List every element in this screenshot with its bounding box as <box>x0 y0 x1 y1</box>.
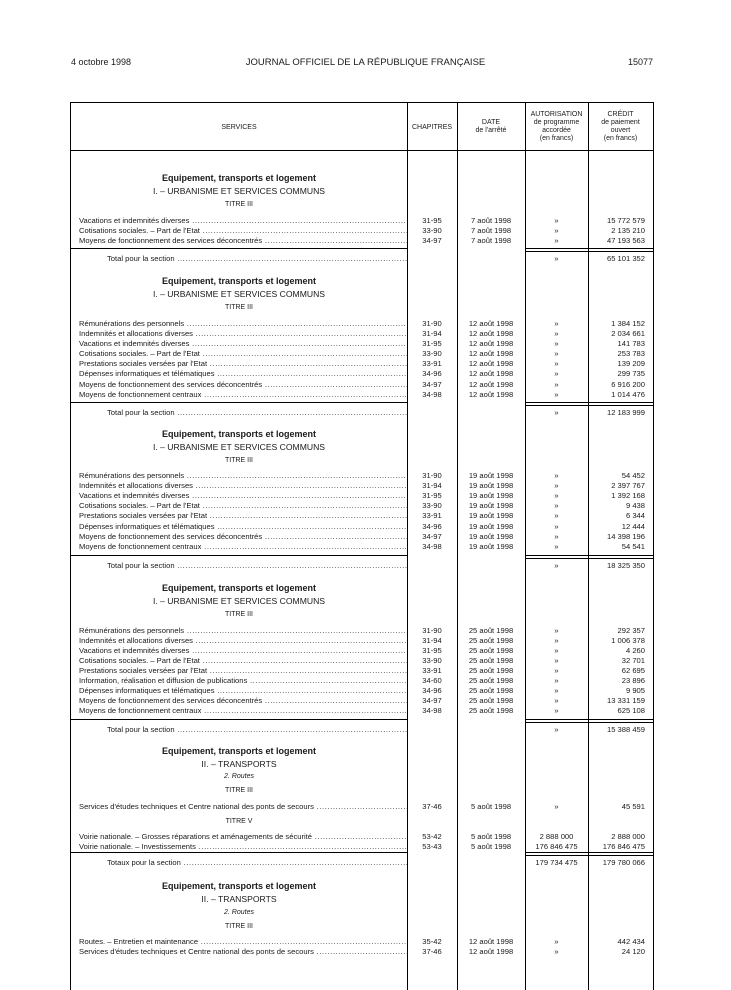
row-label: Prestations sociales versées par l'Etat ..... <box>79 666 407 676</box>
table-row <box>71 390 653 400</box>
total-label: Totaux pour la section ..... <box>107 858 407 868</box>
row-label: Indemnités et allocations diverses ..... <box>79 329 407 339</box>
col-header-credit-line: (en francs) <box>603 135 638 142</box>
total-credit: 15 388 459 <box>606 725 645 734</box>
row-credit: 54 541 <box>621 542 645 551</box>
row-label: Moyens de fonctionnement centraux ..... <box>79 390 407 400</box>
section-titre: TITRE III <box>225 923 253 930</box>
total-double-rule <box>525 719 653 723</box>
total-autorisation: » <box>554 561 559 570</box>
total-autorisation: » <box>554 408 559 417</box>
table-row <box>71 542 653 552</box>
section-titre: TITRE III <box>225 457 253 464</box>
row-credit: 23 896 <box>621 676 645 685</box>
table-row <box>71 686 653 696</box>
row-label: Services d'études techniques et Centre national des ponts de secours ..... <box>79 947 407 957</box>
row-credit: 24 120 <box>621 947 645 956</box>
col-header-chapitres: CHAPITRES <box>411 124 453 131</box>
row-credit: 253 783 <box>617 349 645 358</box>
page-number: 15077 <box>628 57 654 67</box>
row-label: Indemnités et allocations diverses ..... <box>79 481 407 491</box>
section-titre: TITRE III <box>225 304 253 311</box>
table-row <box>71 491 653 501</box>
row-date: 19 août 1998 <box>468 501 514 510</box>
header-rule <box>71 150 653 151</box>
row-chapitre: 33-91 <box>422 359 442 368</box>
row-label: Dépenses informatiques et télématiques ..... <box>79 522 407 532</box>
row-chapitre: 34-97 <box>422 532 442 541</box>
total-autorisation: 179 734 475 <box>535 858 578 867</box>
row-credit: 292 357 <box>617 626 645 635</box>
row-autorisation: » <box>554 359 559 368</box>
table-row <box>71 666 653 676</box>
row-autorisation: » <box>554 390 559 399</box>
col-header-credit-line: CRÉDIT <box>607 111 634 118</box>
row-date: 12 août 1998 <box>468 359 514 368</box>
row-date: 12 août 1998 <box>468 937 514 946</box>
row-credit: 1 392 168 <box>611 491 645 500</box>
row-label: Services d'études techniques et Centre national des ponts de secours ..... <box>79 802 407 812</box>
total-autorisation: » <box>554 254 559 263</box>
total-rule <box>71 719 407 720</box>
total-credit: 179 780 066 <box>602 858 645 867</box>
row-credit: 32 701 <box>621 656 645 665</box>
row-chapitre: 31-95 <box>422 339 442 348</box>
row-label: Moyens de fonctionnement des services déconcentrés ..... <box>79 696 407 706</box>
col-header-autorisation-line: (en francs) <box>539 135 574 142</box>
table-row <box>71 676 653 686</box>
row-credit: 9 905 <box>625 686 645 695</box>
row-autorisation: » <box>554 319 559 328</box>
table-row <box>71 359 653 369</box>
section-title: Equipement, transports et logement <box>161 173 317 183</box>
credits-table <box>70 102 654 990</box>
total-label: Total pour la section ..... <box>107 725 407 735</box>
row-autorisation: » <box>554 947 559 956</box>
total-credit: 18 325 350 <box>606 561 645 570</box>
table-row <box>71 329 653 339</box>
row-autorisation: » <box>554 236 559 245</box>
row-date: 25 août 1998 <box>468 666 514 675</box>
row-date: 12 août 1998 <box>468 390 514 399</box>
section-subtitle: I. – URBANISME ET SERVICES COMMUNS <box>152 442 326 452</box>
row-credit: 2 888 000 <box>611 832 645 841</box>
row-credit: 12 444 <box>621 522 645 531</box>
table-row <box>71 696 653 706</box>
table-row <box>71 947 653 957</box>
row-autorisation: » <box>554 636 559 645</box>
row-credit: 176 846 475 <box>602 842 645 851</box>
row-autorisation: » <box>554 666 559 675</box>
row-autorisation: » <box>554 696 559 705</box>
table-row <box>71 481 653 491</box>
total-double-rule <box>525 402 653 406</box>
row-autorisation: » <box>554 226 559 235</box>
row-autorisation: » <box>554 542 559 551</box>
row-autorisation: » <box>554 532 559 541</box>
row-credit: 62 695 <box>621 666 645 675</box>
row-chapitre: 53-43 <box>422 842 442 851</box>
section-titre: TITRE III <box>225 201 253 208</box>
row-autorisation: 176 846 475 <box>535 842 578 851</box>
total-rule <box>71 402 407 403</box>
row-credit: 4 260 <box>625 646 645 655</box>
table-row <box>71 471 653 481</box>
total-double-rule <box>525 852 653 856</box>
row-autorisation: » <box>554 380 559 389</box>
row-date: 12 août 1998 <box>468 319 514 328</box>
row-date: 5 août 1998 <box>470 802 512 811</box>
table-row <box>71 501 653 511</box>
row-chapitre: 31-94 <box>422 636 442 645</box>
row-date: 19 août 1998 <box>468 542 514 551</box>
row-chapitre: 33-90 <box>422 349 442 358</box>
row-label: Vacations et indemnités diverses ..... <box>79 339 407 349</box>
section-subtitle: II. – TRANSPORTS <box>201 759 277 769</box>
row-date: 19 août 1998 <box>468 532 514 541</box>
row-autorisation: » <box>554 481 559 490</box>
table-row <box>71 802 653 812</box>
section-chapter-heading: 2. Routes <box>224 909 254 916</box>
row-chapitre: 34-98 <box>422 706 442 715</box>
row-credit: 54 452 <box>621 471 645 480</box>
row-label: Routes. – Entretien et maintenance ..... <box>79 937 407 947</box>
row-credit: 47 193 563 <box>606 236 645 245</box>
row-chapitre: 31-95 <box>422 491 442 500</box>
row-autorisation: » <box>554 626 559 635</box>
row-credit: 442 434 <box>617 937 645 946</box>
section-subtitle: II. – TRANSPORTS <box>201 894 277 904</box>
row-autorisation: 2 888 000 <box>539 832 574 841</box>
section-titre: TITRE III <box>225 611 253 618</box>
row-autorisation: » <box>554 522 559 531</box>
row-autorisation: » <box>554 802 559 811</box>
total-row <box>71 254 653 264</box>
table-row <box>71 380 653 390</box>
col-header-autorisation-line: AUTORISATION <box>530 111 583 118</box>
row-date: 19 août 1998 <box>468 491 514 500</box>
row-date: 5 août 1998 <box>470 832 512 841</box>
total-label: Total pour la section ..... <box>107 408 407 418</box>
row-label: Vacations et indemnités diverses ..... <box>79 491 407 501</box>
table-row <box>71 369 653 379</box>
row-date: 25 août 1998 <box>468 656 514 665</box>
row-chapitre: 33-90 <box>422 226 442 235</box>
row-date: 19 août 1998 <box>468 471 514 480</box>
total-double-rule <box>525 248 653 252</box>
table-row <box>71 646 653 656</box>
row-autorisation: » <box>554 686 559 695</box>
row-credit: 2 397 767 <box>611 481 645 490</box>
row-chapitre: 34-96 <box>422 522 442 531</box>
row-autorisation: » <box>554 471 559 480</box>
table-row <box>71 216 653 226</box>
row-chapitre: 31-90 <box>422 319 442 328</box>
row-chapitre: 31-90 <box>422 626 442 635</box>
row-date: 12 août 1998 <box>468 329 514 338</box>
row-label: Prestations sociales versées par l'Etat ..... <box>79 511 407 521</box>
row-chapitre: 53-42 <box>422 832 442 841</box>
row-date: 25 août 1998 <box>468 686 514 695</box>
row-chapitre: 33-90 <box>422 656 442 665</box>
total-row <box>71 408 653 418</box>
col-header-credit-line: de paiement <box>601 119 640 126</box>
total-credit: 65 101 352 <box>606 254 645 263</box>
row-label: Prestations sociales versées par l'Etat ..... <box>79 359 407 369</box>
section-chapter-heading: 2. Routes <box>224 773 254 780</box>
row-date: 12 août 1998 <box>468 947 514 956</box>
row-credit: 1 014 476 <box>611 390 645 399</box>
total-rule <box>71 555 407 556</box>
row-autorisation: » <box>554 646 559 655</box>
table-row <box>71 511 653 521</box>
row-chapitre: 34-60 <box>422 676 442 685</box>
row-autorisation: » <box>554 656 559 665</box>
col-header-autorisation <box>525 111 588 143</box>
row-autorisation: » <box>554 706 559 715</box>
total-label: Total pour la section ..... <box>107 254 407 264</box>
total-double-rule <box>525 555 653 559</box>
section-subtitle: I. – URBANISME ET SERVICES COMMUNS <box>152 186 326 196</box>
row-date: 7 août 1998 <box>470 216 512 225</box>
row-credit: 15 772 579 <box>606 216 645 225</box>
row-label: Indemnités et allocations diverses ..... <box>79 636 407 646</box>
total-credit: 12 183 999 <box>606 408 645 417</box>
row-date: 25 août 1998 <box>468 636 514 645</box>
total-rule <box>71 248 407 249</box>
row-label: Voirie nationale. – Investissements ..... <box>79 842 407 852</box>
total-row <box>71 858 653 868</box>
row-label: Vacations et indemnités diverses ..... <box>79 646 407 656</box>
section-title: Equipement, transports et logement <box>161 583 317 593</box>
page-date: 4 octobre 1998 <box>71 57 132 67</box>
row-label: Cotisations sociales. – Part de l'Etat ..... <box>79 656 407 666</box>
row-date: 25 août 1998 <box>468 706 514 715</box>
row-autorisation: » <box>554 329 559 338</box>
row-label: Cotisations sociales. – Part de l'Etat ..... <box>79 226 407 236</box>
table-row <box>71 706 653 716</box>
row-credit: 299 735 <box>617 369 645 378</box>
row-chapitre: 34-96 <box>422 369 442 378</box>
section-title: Equipement, transports et logement <box>161 276 317 286</box>
row-autorisation: » <box>554 937 559 946</box>
row-chapitre: 34-96 <box>422 686 442 695</box>
table-row <box>71 636 653 646</box>
row-date: 5 août 1998 <box>470 842 512 851</box>
row-chapitre: 34-98 <box>422 390 442 399</box>
col-header-credit <box>588 111 653 143</box>
row-date: 25 août 1998 <box>468 626 514 635</box>
row-chapitre: 31-95 <box>422 646 442 655</box>
table-row <box>71 937 653 947</box>
row-date: 12 août 1998 <box>468 369 514 378</box>
table-row <box>71 842 653 852</box>
row-label: Cotisations sociales. – Part de l'Etat ..... <box>79 349 407 359</box>
col-header-autorisation-line: accordée <box>542 127 571 134</box>
row-credit: 625 108 <box>617 706 645 715</box>
section-title: Equipement, transports et logement <box>161 881 317 891</box>
col-header-credit-line: ouvert <box>610 127 631 134</box>
total-rule <box>71 852 407 853</box>
row-label: Voirie nationale. – Grosses réparations et aménagements de sécurité ..... <box>79 832 407 842</box>
row-autorisation: » <box>554 339 559 348</box>
row-credit: 9 438 <box>625 501 645 510</box>
table-row <box>71 226 653 236</box>
row-label: Vacations et indemnités diverses ..... <box>79 216 407 226</box>
table-row <box>71 626 653 636</box>
row-chapitre: 34-97 <box>422 236 442 245</box>
row-autorisation: » <box>554 216 559 225</box>
section-titre: TITRE V <box>225 818 253 825</box>
col-header-autorisation-line: de programme <box>533 119 580 126</box>
row-label: Moyens de fonctionnement des services déconcentrés ..... <box>79 236 407 246</box>
row-label: Dépenses informatiques et télématiques ..... <box>79 686 407 696</box>
table-row <box>71 656 653 666</box>
row-date: 25 août 1998 <box>468 676 514 685</box>
row-chapitre: 33-91 <box>422 511 442 520</box>
total-row <box>71 725 653 735</box>
row-label: Moyens de fonctionnement centraux ..... <box>79 706 407 716</box>
row-date: 12 août 1998 <box>468 349 514 358</box>
row-chapitre: 33-90 <box>422 501 442 510</box>
row-date: 25 août 1998 <box>468 646 514 655</box>
row-credit: 139 209 <box>617 359 645 368</box>
row-credit: 2 135 210 <box>611 226 645 235</box>
row-chapitre: 31-94 <box>422 329 442 338</box>
row-chapitre: 31-94 <box>422 481 442 490</box>
col-header-date <box>457 119 525 135</box>
row-chapitre: 33-91 <box>422 666 442 675</box>
row-autorisation: » <box>554 369 559 378</box>
row-label: Moyens de fonctionnement centraux ..... <box>79 542 407 552</box>
row-date: 19 août 1998 <box>468 511 514 520</box>
journal-title: JOURNAL OFFICIEL DE LA RÉPUBLIQUE FRANÇAISE <box>245 57 486 68</box>
table-row <box>71 319 653 329</box>
table-row <box>71 236 653 246</box>
row-chapitre: 34-98 <box>422 542 442 551</box>
col-header-date-line: de l'arrêté <box>475 127 507 134</box>
row-credit: 141 783 <box>617 339 645 348</box>
row-autorisation: » <box>554 511 559 520</box>
row-chapitre: 34-97 <box>422 380 442 389</box>
table-row <box>71 349 653 359</box>
table-row <box>71 832 653 842</box>
section-title: Equipement, transports et logement <box>161 746 317 756</box>
row-credit: 14 398 196 <box>606 532 645 541</box>
section-title: Equipement, transports et logement <box>161 429 317 439</box>
row-label: Moyens de fonctionnement des services déconcentrés ..... <box>79 380 407 390</box>
row-chapitre: 31-90 <box>422 471 442 480</box>
row-autorisation: » <box>554 501 559 510</box>
row-credit: 1 006 378 <box>611 636 645 645</box>
col-header-date-line: DATE <box>481 119 501 126</box>
row-autorisation: » <box>554 349 559 358</box>
section-titre: TITRE III <box>225 787 253 794</box>
row-chapitre: 37-46 <box>422 947 442 956</box>
total-row <box>71 561 653 571</box>
row-label: Dépenses informatiques et télématiques ..... <box>79 369 407 379</box>
row-autorisation: » <box>554 676 559 685</box>
row-credit: 45 591 <box>621 802 645 811</box>
row-chapitre: 35-42 <box>422 937 442 946</box>
table-row <box>71 532 653 542</box>
row-date: 19 août 1998 <box>468 481 514 490</box>
row-chapitre: 31-95 <box>422 216 442 225</box>
row-label: Rémunérations des personnels ..... <box>79 319 407 329</box>
row-date: 25 août 1998 <box>468 696 514 705</box>
row-date: 19 août 1998 <box>468 522 514 531</box>
row-label: Rémunérations des personnels ..... <box>79 626 407 636</box>
table-row <box>71 522 653 532</box>
row-credit: 13 331 159 <box>606 696 645 705</box>
total-label: Total pour la section ..... <box>107 561 407 571</box>
row-credit: 1 384 152 <box>611 319 645 328</box>
row-label: Information, réalisation et diffusion de publications ..... <box>79 676 407 686</box>
row-credit: 6 344 <box>625 511 645 520</box>
row-date: 12 août 1998 <box>468 380 514 389</box>
row-chapitre: 37-46 <box>422 802 442 811</box>
row-date: 7 août 1998 <box>470 236 512 245</box>
row-label: Cotisations sociales. – Part de l'Etat ..... <box>79 501 407 511</box>
row-credit: 6 916 200 <box>611 380 645 389</box>
total-autorisation: » <box>554 725 559 734</box>
section-subtitle: I. – URBANISME ET SERVICES COMMUNS <box>152 596 326 606</box>
row-date: 7 août 1998 <box>470 226 512 235</box>
row-date: 12 août 1998 <box>468 339 514 348</box>
row-label: Moyens de fonctionnement des services déconcentrés ..... <box>79 532 407 542</box>
row-autorisation: » <box>554 491 559 500</box>
col-header-services: SERVICES <box>221 124 257 131</box>
row-label: Rémunérations des personnels ..... <box>79 471 407 481</box>
row-chapitre: 34-97 <box>422 696 442 705</box>
row-credit: 2 034 661 <box>611 329 645 338</box>
table-row <box>71 339 653 349</box>
section-subtitle: I. – URBANISME ET SERVICES COMMUNS <box>152 289 326 299</box>
